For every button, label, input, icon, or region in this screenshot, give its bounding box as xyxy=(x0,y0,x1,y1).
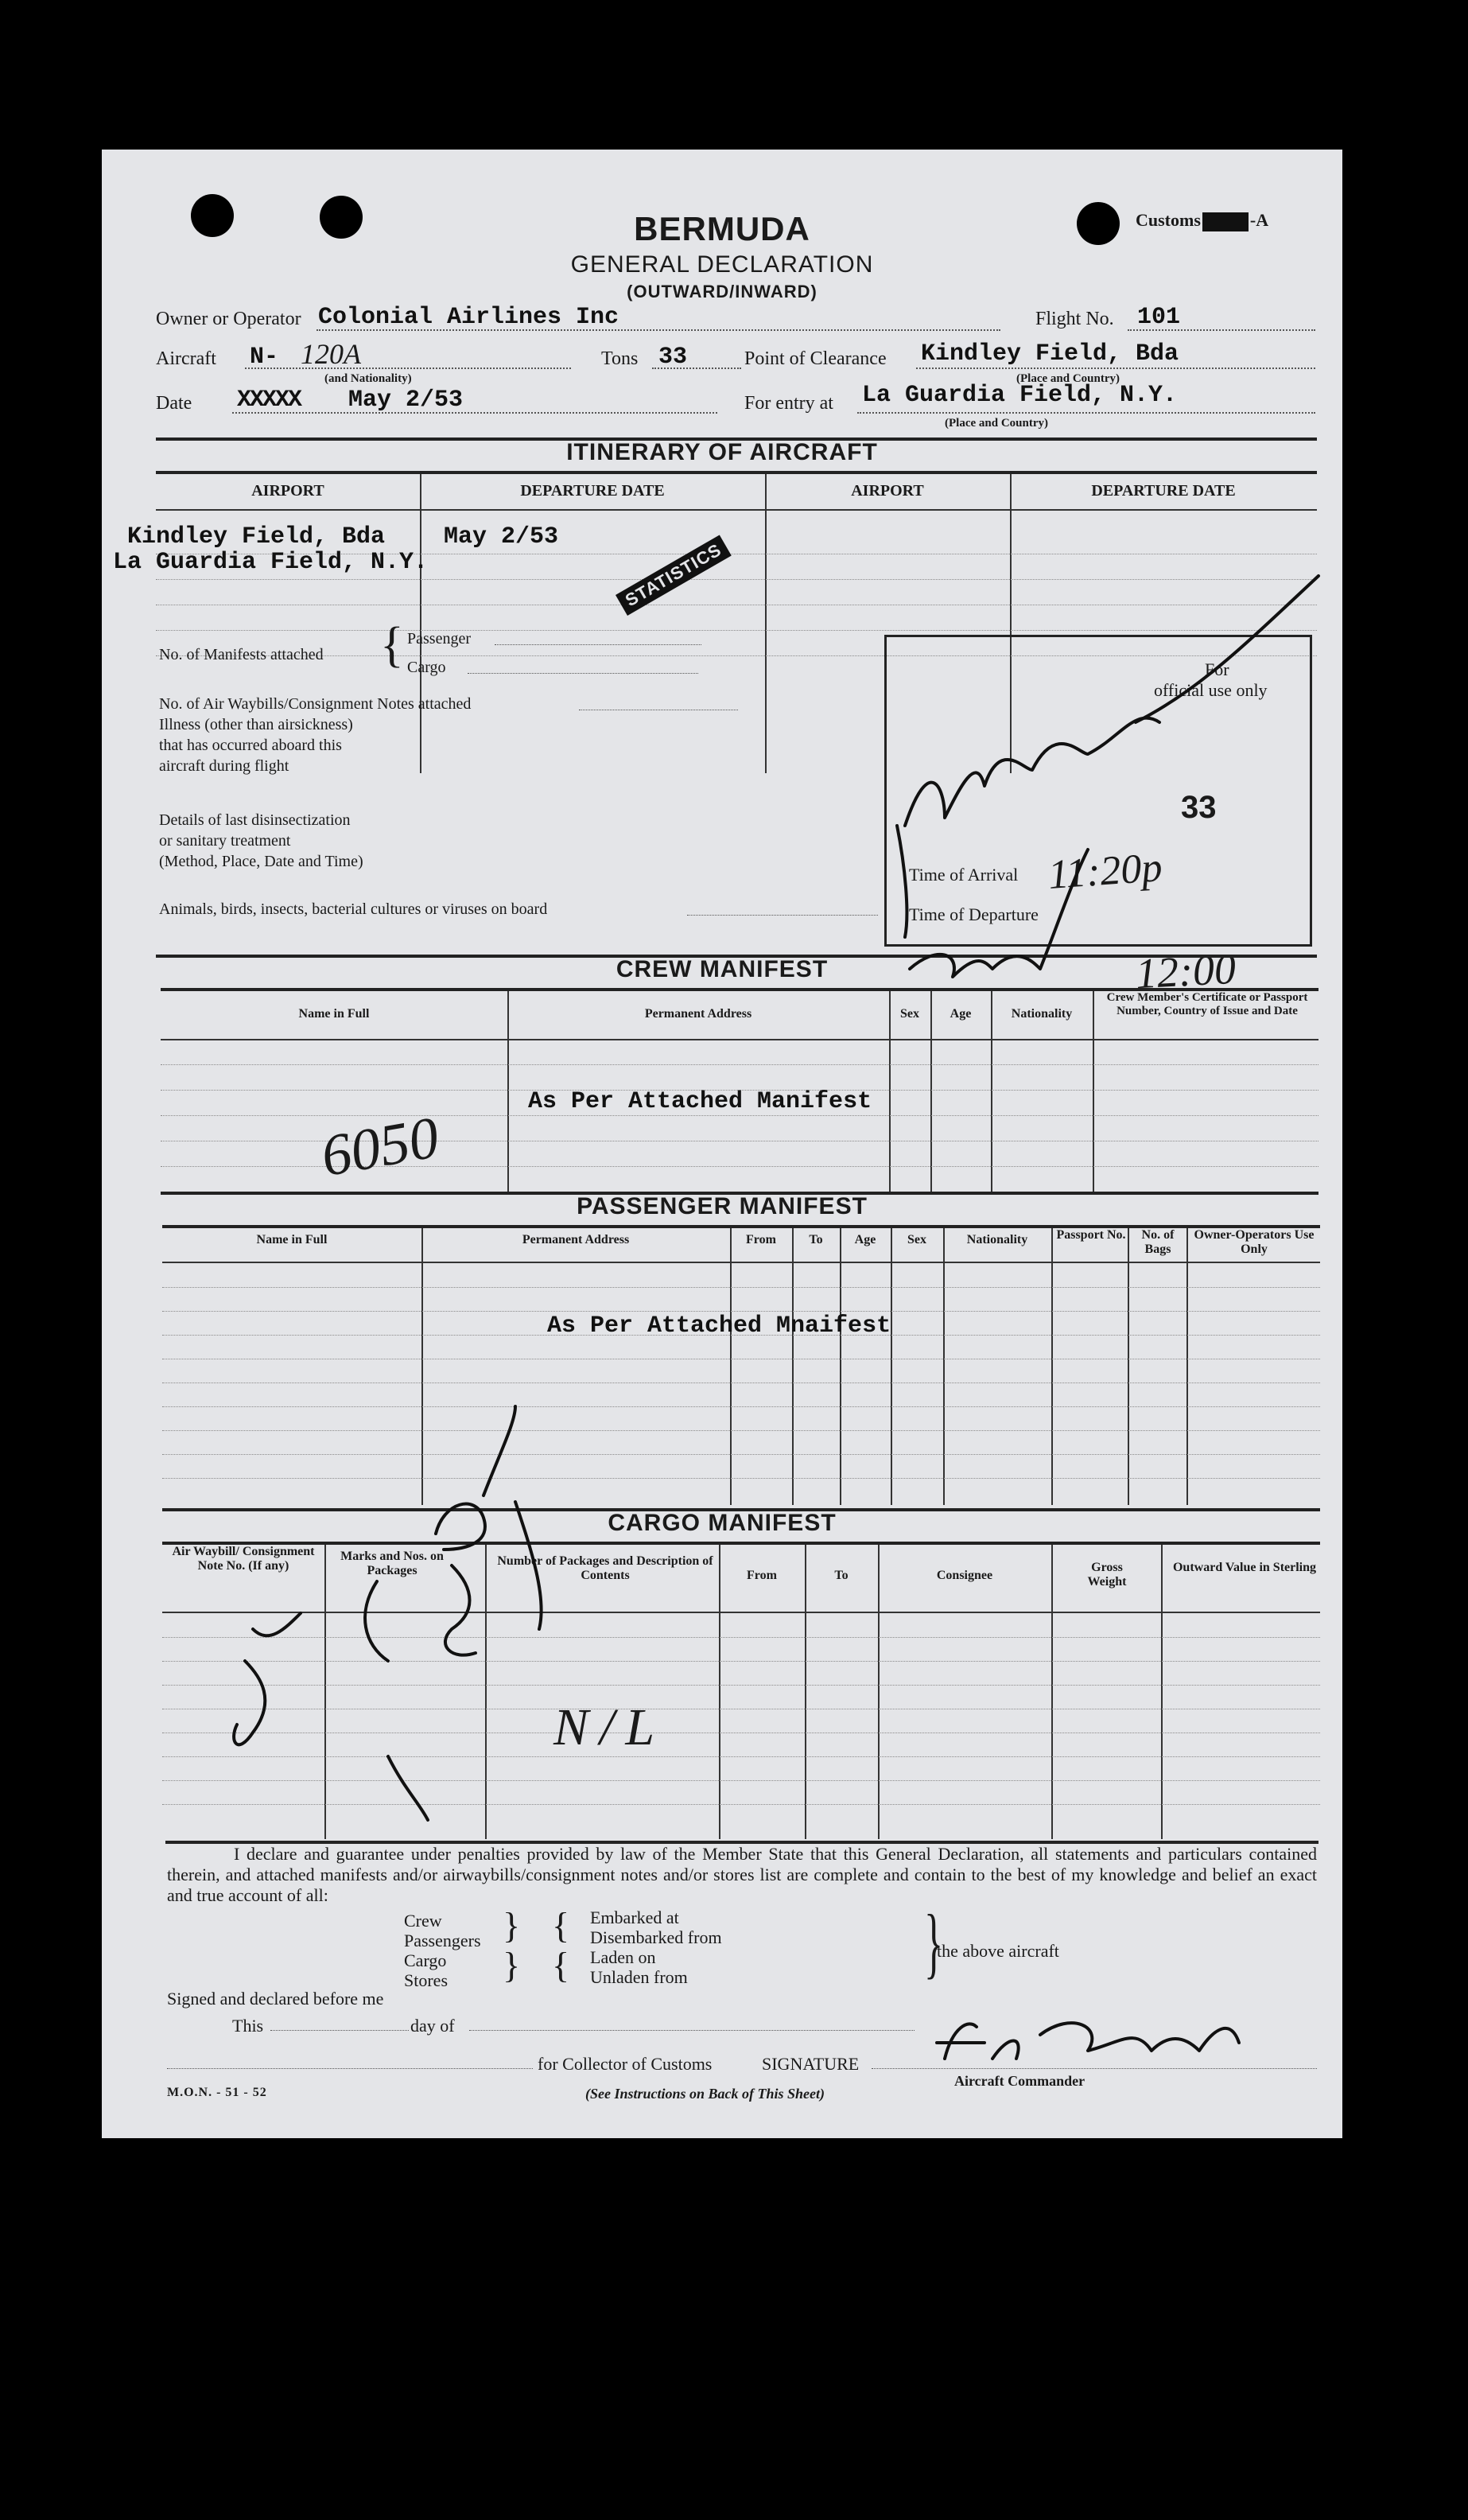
arrival-label: Time of Arrival xyxy=(909,865,1019,885)
animals-label: Animals, birds, insects, bacterial cultures or viruses on board xyxy=(159,900,548,918)
ink-stroke xyxy=(1136,576,1318,722)
passenger-header: No. of Bags xyxy=(1141,1228,1175,1256)
day-label: day of xyxy=(410,2016,455,2036)
form-subtitle: GENERAL DECLARATION xyxy=(570,251,874,278)
ink-stroke xyxy=(365,1581,388,1661)
passenger-title: PASSENGER MANIFEST xyxy=(577,1193,868,1219)
entry-sub: (Place and Country) xyxy=(945,417,1048,430)
clearance-label: Point of Clearance xyxy=(744,348,887,369)
crew-header: Age xyxy=(950,1007,972,1021)
cargo-note: N/L xyxy=(553,1698,666,1756)
itinerary-header: AIRPORT xyxy=(251,482,324,500)
aircraft-sub: (and Nationality) xyxy=(324,372,412,385)
clearance-value: Kindley Field, Bda xyxy=(921,340,1179,368)
illness-label: Illness (other than airsickness) that has occurred aboard this aircraft during flight xyxy=(159,716,353,775)
date-label: Date xyxy=(156,393,192,414)
ink-stroke xyxy=(515,1502,542,1629)
cargo-header: Consignee xyxy=(936,1569,993,1582)
cargo-title: CARGO MANIFEST xyxy=(608,1510,837,1536)
cargo-header: Gross Weight xyxy=(1087,1561,1127,1589)
declaration-form xyxy=(102,150,1342,2138)
handwriting-marks xyxy=(102,150,1342,2138)
brace: } } xyxy=(503,1905,521,1985)
ink-stroke xyxy=(910,850,1088,977)
form-direction: (OUTWARD/INWARD) xyxy=(627,282,817,301)
itinerary-airport: Kindley Field, Bda xyxy=(127,523,386,550)
passenger-header: Permanent Address xyxy=(522,1233,630,1246)
ink-stroke xyxy=(234,1613,301,1744)
signed-label: Signed and declared before me xyxy=(167,1989,384,2009)
passenger-header: Sex xyxy=(907,1233,926,1246)
form-code: M.O.N. - 51 - 52 xyxy=(167,2086,267,2099)
cargo-header: Number of Packages and Description of Contents xyxy=(497,1554,713,1582)
tons-label: Tons xyxy=(601,348,639,369)
crew-header: Permanent Address xyxy=(644,1007,752,1021)
itinerary-header: DEPARTURE DATE xyxy=(1091,482,1236,500)
passenger-header: Nationality xyxy=(966,1233,1028,1246)
form-title: BERMUDA xyxy=(634,210,810,247)
brace: { xyxy=(380,618,404,672)
commander-label: Aircraft Commander xyxy=(954,2073,1085,2089)
itinerary-header: DEPARTURE DATE xyxy=(520,482,665,500)
declaration-text: I declare and guarantee under penalties provided by law of the Member State that this General Declaration, all statements and particulars contained therein, and attached manifests and/or airwaybills/consignment notes and/or stores list are complete and contain to the best of my knowledge and belief an exact and true account of all: xyxy=(167,1844,1317,1905)
manifests-label: No. of Manifests attached xyxy=(159,646,324,663)
signature-label: SIGNATURE xyxy=(762,2054,860,2074)
date-value: May 2/53 xyxy=(348,387,464,414)
departure-value: 12:00 xyxy=(1134,944,1237,998)
arrival-value: 11:20p xyxy=(1047,845,1164,898)
official-number: 33 xyxy=(1181,790,1217,825)
declaration-suffix: the above aircraft xyxy=(937,1941,1059,1961)
cargo-header: Air Waybill/ Consignment Note No. (If any) xyxy=(172,1545,315,1573)
entry-value: La Guardia Field, N.Y. xyxy=(862,382,1178,409)
declaration-right: Embarked at Disembarked from Laden on Unladen from xyxy=(590,1908,722,1987)
disinsect-label: Details of last disinsectization or sanitary treatment (Method, Place, Date and Time) xyxy=(159,811,363,870)
ink-stroke xyxy=(937,2023,1239,2059)
crew-header: Nationality xyxy=(1011,1007,1073,1021)
crew-header: Crew Member's Certificate or Passport Number, Country of Issue and Date xyxy=(1106,991,1308,1017)
owner-label: Owner or Operator xyxy=(156,309,301,329)
brace: } xyxy=(924,1898,943,1986)
owner-value: Colonial Airlines Inc xyxy=(318,304,619,331)
passenger-header: To xyxy=(809,1233,823,1246)
crew-header: Sex xyxy=(900,1007,919,1021)
passenger-header: Age xyxy=(854,1233,876,1246)
cargo-header: Marks and Nos. on Packages xyxy=(340,1550,444,1577)
collector-label: for Collector of Customs xyxy=(538,2054,713,2074)
itinerary-header: AIRPORT xyxy=(851,482,924,500)
crew-note: As Per Attached Manifest xyxy=(528,1088,872,1115)
official-use-box: For official use only 33 Time of Arrival Time of Departure xyxy=(884,635,1312,947)
passenger-header: Passport No. xyxy=(1056,1228,1126,1242)
brace: { { xyxy=(552,1905,570,1985)
itinerary-date: May 2/53 xyxy=(444,523,559,550)
instructions: (See Instructions on Back of This Sheet) xyxy=(585,2086,825,2102)
cargo-header: From xyxy=(747,1569,777,1582)
aircraft-value: 120A xyxy=(301,338,361,370)
itinerary-airport: La Guardia Field, N.Y. xyxy=(113,549,429,576)
waybills-label: No. of Air Waybills/Consignment Notes attached xyxy=(159,695,472,713)
clearance-sub: (Place and Country) xyxy=(1016,372,1120,385)
departure-label: Time of Departure xyxy=(909,904,1039,924)
cargo-header: To xyxy=(834,1569,849,1582)
crew-handwritten: 6050 xyxy=(316,1104,444,1190)
entry-label: For entry at xyxy=(744,393,833,414)
declaration-left: Crew Passengers Cargo Stores xyxy=(404,1911,481,1990)
crew-header: Name in Full xyxy=(298,1007,370,1021)
passenger-note: As Per Attached Mnaifest xyxy=(547,1312,891,1340)
itinerary-title: ITINERARY OF AIRCRAFT xyxy=(566,439,878,465)
aircraft-prefix: N- xyxy=(250,344,279,371)
ink-stroke xyxy=(905,718,1159,826)
passenger-header: Name in Full xyxy=(256,1233,328,1246)
cargo-header: Outward Value in Sterling xyxy=(1172,1561,1317,1574)
passenger-header: Owner-Operators Use Only xyxy=(1194,1228,1315,1256)
statistics-stamp: STATISTICS xyxy=(616,535,732,616)
ink-stroke xyxy=(445,1565,476,1655)
flight-label: Flight No. xyxy=(1035,309,1114,329)
tons-value: 33 xyxy=(658,344,688,371)
this-label: This xyxy=(232,2016,264,2036)
cargo-label: Cargo xyxy=(407,659,446,676)
flight-value: 101 xyxy=(1137,304,1181,331)
crew-title: CREW MANIFEST xyxy=(616,956,829,982)
ink-stroke xyxy=(897,826,907,937)
passenger-header: From xyxy=(746,1233,776,1246)
passenger-label: Passenger xyxy=(407,630,471,648)
ink-stroke xyxy=(484,1406,515,1495)
aircraft-label: Aircraft xyxy=(156,348,216,369)
date-struck: XXXXX xyxy=(237,387,301,414)
ink-stroke xyxy=(388,1756,428,1820)
ink-stroke xyxy=(436,1504,485,1550)
customs-label: Customs -A xyxy=(1136,210,1269,230)
